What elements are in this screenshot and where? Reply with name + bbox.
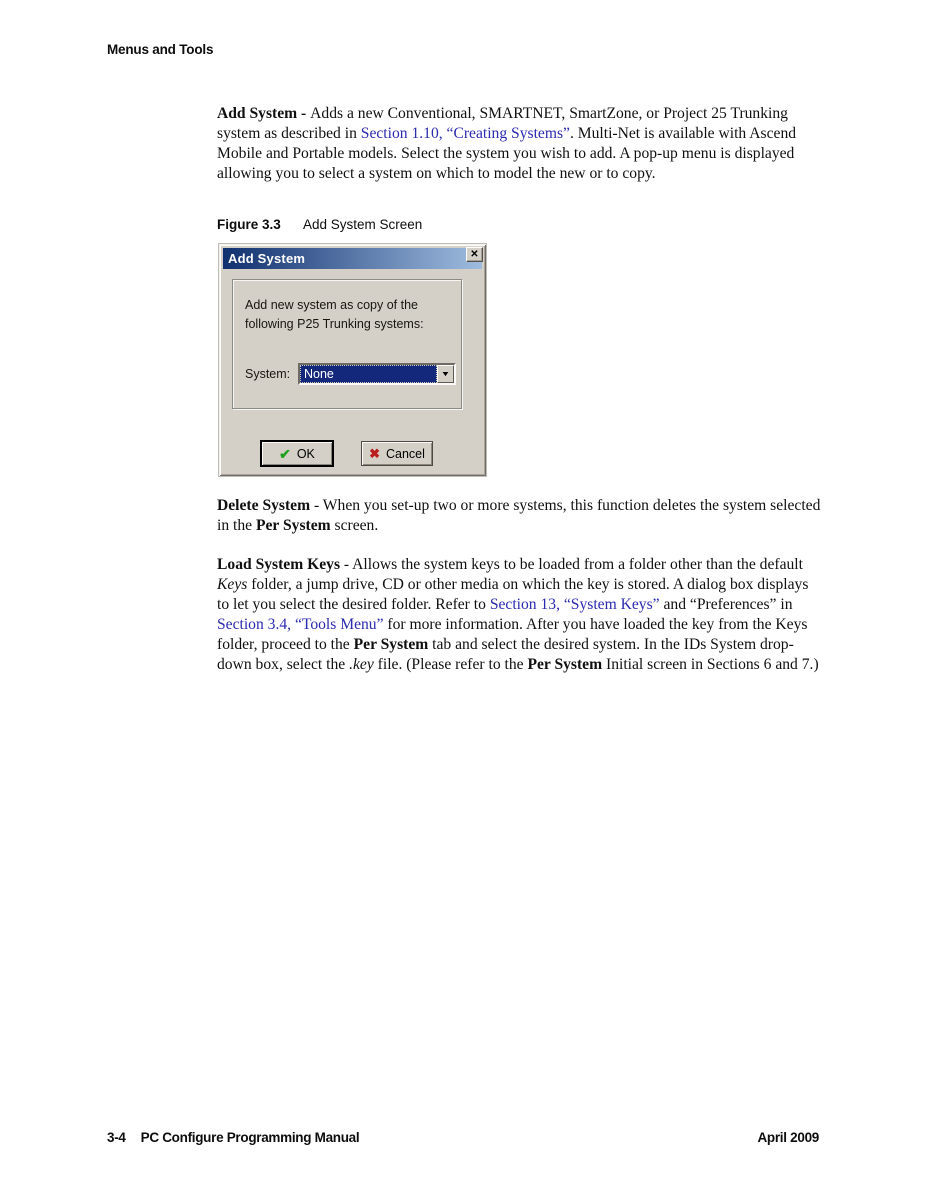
cross-reference-link[interactable]: Section 1.10, “Creating Systems” [360, 125, 570, 142]
figure-caption [217, 217, 422, 232]
combobox-dropdown-button[interactable] [437, 365, 454, 383]
page-footer [107, 1130, 819, 1145]
text-run: - Allows the system keys to be loaded from a folder other than the default [340, 556, 803, 573]
running-header: Menus and Tools [107, 42, 214, 57]
text-run: Adds a new Conventional, SMARTNET, SmartZone, or Project 25 Trunking system as described in [217, 105, 788, 142]
text-run: tab and select the desired system. In the IDs System drop-down box, select the [217, 636, 794, 673]
footer-page-number: 3-4 [107, 1130, 126, 1145]
dialog-title: Add System [228, 251, 306, 266]
close-button[interactable] [466, 247, 483, 262]
footer-left [107, 1130, 359, 1145]
dialog-instruction: Add new system as copy of the following P25 Trunking systems: [245, 298, 424, 331]
system-row [245, 363, 455, 385]
system-label: System: [245, 367, 291, 381]
text-run: Per System [527, 656, 603, 673]
text-run: Per System [255, 517, 331, 534]
check-icon: ✔ [279, 445, 291, 462]
ok-button-label: OK [296, 446, 315, 461]
text-run: Initial screen in Sections 6 and 7.) [602, 656, 819, 673]
text-run: - When you set-up two or more systems, this function deletes the system selected in the [217, 497, 821, 534]
paragraph-load-system-keys [217, 555, 823, 675]
text-run: file. (Please refer to the [373, 656, 528, 673]
system-combobox-value: None [300, 365, 437, 383]
close-icon: ✕ [470, 249, 479, 260]
dialog-groupbox [232, 279, 462, 409]
text-run: Add System - [217, 105, 311, 122]
text-run: folder, a jump drive, CD or other media on which the key is stored. A dialog box displays to let you select the desired folder. Refer to [217, 576, 809, 613]
text-run: screen. [330, 517, 379, 534]
text-run: Delete System [217, 497, 311, 514]
footer-manual-title: PC Configure Programming Manual [140, 1130, 360, 1145]
system-combobox[interactable] [298, 363, 456, 385]
cross-reference-link[interactable]: Section 13, “System Keys” [489, 596, 660, 613]
text-run: and “Preferences” in [659, 596, 793, 613]
cross-icon: ✖ [369, 446, 380, 461]
ok-button[interactable] [261, 441, 333, 466]
cancel-button[interactable] [361, 441, 433, 466]
add-system-dialog [218, 243, 487, 477]
chevron-down-icon: ▼ [440, 370, 451, 378]
text-run: Keys [217, 576, 248, 593]
paragraph-add-system [217, 104, 823, 184]
footer-date: April 2009 [757, 1130, 819, 1145]
cancel-button-label: Cancel [385, 446, 425, 461]
text-run: .key [349, 656, 374, 673]
text-run: for more information. After you have loaded the key from the Keys folder, proceed to the [217, 616, 808, 653]
cross-reference-link[interactable]: Section 3.4, “Tools Menu” [217, 616, 384, 633]
dialog-titlebar[interactable] [223, 248, 482, 269]
text-run: Per System [353, 636, 429, 653]
text-run: Load System Keys [217, 556, 341, 573]
text-run: . Multi-Net is available with Ascend Mobile and Portable models. Select the system you wish to add. A pop-up menu is displayed allowing you to select a system on which to model the new or to copy. [217, 125, 797, 182]
figure-title: Add System Screen [303, 217, 423, 232]
figure-label: Figure 3.3 [217, 217, 281, 232]
paragraph-delete-system [217, 496, 823, 536]
